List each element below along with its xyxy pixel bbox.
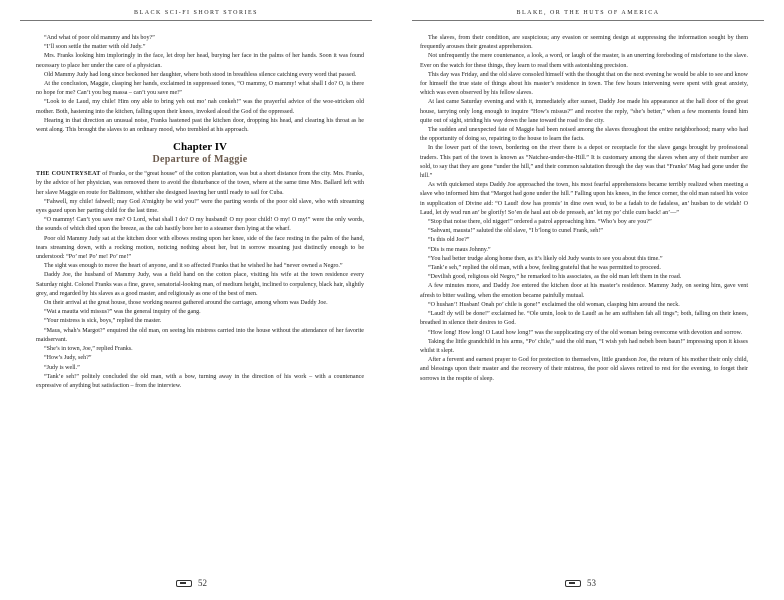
paragraph: Mrs. Franks looking him imploringly in the face, let drop her head, burying her face in the palms of her hands. Soon it was found necessary to place her under the care of a physician. [36,53,364,69]
paragraph: In the lower part of the town, bordering on the river there is a depot or receptacle for the slave gangs brought by professional traders. This part of the town is known as “Natchez-under-the-Hill.” It is customary among the slaves when any of their number are sold, to say that they are gone “under the hill,” and their common salutation through the day was that “Franks’ Mag had gone under the hill.” [420,145,748,180]
paragraph: “Devilish good, religious old Negro,” he remarked to his associates, as the old man left them in the road. [428,274,682,281]
paragraph: “Is this old Joe?” [428,237,470,244]
paragraph: “Sahvant, mausta!” saluted the old slave, “I b’long to cunel Frank, seh!” [428,228,603,235]
paragraph: “Tank’e seh,” replied the old man, with a bow, feeling grateful that he was permitted to proceed. [428,265,661,272]
lead-in-words: THE COUNTRYSEAT [36,171,101,178]
paragraph: Taking the little grandchild in his arms, “Po’ chile,” said the old man, “I wish yeh had nebeh been baun!” impressing upon it kisses whilst it slept. [420,338,748,354]
paragraph: The sudden and unexpected fate of Maggie had been noised among the slaves throughout the entire neighborhood; many who had the opportunity of doing so, repairing to the house to learn the facts. [420,127,748,143]
paragraph: “How long! How long! O Laud how long!” was the supplicating cry of the old woman being overcome with devotion and sorrow. [428,329,742,336]
paragraph: Daddy Joe, the husband of Mammy Judy, was a field hand on the cotton place, visiting his wife at the town residence every Saturday night. Colonel Franks was a fine, grave, senatorial-looking man, of medium height, inclined to corpulency, black hair, slightly grey, and regarded by his slaves as a good master, and religiously as one of the best of men. [36,272,364,297]
paragraph: Old Mammy Judy had long since beckoned her daughter, where both stood in breathless silence catching every word that passed. [44,71,357,78]
paragraph: At the conclusion, Maggie, clasping her hands, exclaimed in suppressed tones, “O mammy, O mammy! what shall I do? O, is there no hope for me? Can’t you beg massa – can’t you save me!” [36,81,364,97]
paragraph: “Laud! dy will be done!” exclaimed he. “Ole umin, look to de Laud! as he am suffishen fah all tings”; both, falling on their knees, breathed in silence their desires to God. [420,311,748,327]
folio-right [565,577,596,589]
lead-in-rest: of Franks, or the “great house” of the cotton plantation, was but a short distance from the city. Mrs. Franks, by the advice of her physician, was removed there to avoid the disturbance of the town, where at the same time Mrs. Ballard left with her slave Maggie en route for Baltimore, whither she designed leaving her until ready to sail for Cuba. [36,171,364,196]
paragraph: “Maus, whah’s Margot?” enquired the old man, on seeing his mistress carried into the house without the attendance of her favorite maidservant. [36,327,364,343]
paragraph: The slaves, from their condition, are suspicious; any evasion or seeming design at suppressing the information sought by them frequently arouses their greatest apprehension. [420,35,748,51]
chapter-subtitle: Departure of Maggie [152,154,248,166]
paragraph: Poor old Mammy Judy sat at the kitchen door with elbows resting upon her knee, side of the face resting in the palm of the hand, tears streaming down, with a rocking motion, noticing nothing about her, but in sorrow moaning just distinctly enough to be understood: “Po’ me! Po’ me! Po’ me!” [36,235,364,261]
right-page [392,0,784,600]
paragraph: The sight was enough to move the heart of anyone, and it so affected Franks that he wished he had “never owned a Negro.” [44,263,343,270]
paragraph: On their arrival at the great house, those working nearest gathered around the carriage, among whom was Daddy Joe. [44,300,328,307]
paragraph: “Tank’e seh!” politely concluded the old man, with a bow, turning away in the direction of his work – with a countenance expressive of anything but satisfaction – from the interview. [36,373,364,389]
paragraph: “O mammy! Can’t you save me? O Lord, what shall I do? O my husband! O my poor child! O my! O my!” were the only words, the sounds of which died upon the breeze, as the cab hastily bore her to a steamer then lying at the wharf. [36,217,364,233]
paragraph: This day was Friday, and the old slave consoled himself with the thought that on the next evening he would be able to see and know for himself the true state of things about his master’s residence in town. The few hours intervening were spent with great anxiety, which was even observed by his fellow slaves. [420,71,748,97]
left-page-text [36,34,364,391]
paragraph: “Dis is me maus Johnny.” [428,246,491,253]
paragraph: “Look to de Laud, my chile! Him ony able to bring yeh out mo’ nah conkeh!” was the prayerful advice of the woe-stricken old mother. Both, hastening into the kitchen, falling upon their knees, invoked aloud the God of the oppressed. [36,99,364,115]
paragraph: “O hushan’! Husban! Onah po’ chile is gone!” exclaimed the old woman, clasping him around the neck. [428,301,680,308]
paragraph: “Fahwell, my chile! fahwell; may God A’mighty be wid you!” were the parting words of the poor old slave, who with streaming eyes gazed upon her parting child for the last time. [36,198,364,215]
running-header-left: BLACK SCI-FI SHORT STORIES [20,8,372,21]
page-number-left: 52 [198,578,207,588]
ornament-icon [176,580,192,587]
paragraph: After a fervent and earnest prayer to God for protection to themselves, little grandson Joe, the return of his mother their only child, and blessings upon their master and the recovery of their mistress, the poor old slaves retired to rest for the evening, to forget their sorrows in the respite of sleep. [420,357,748,382]
right-page-text [420,34,748,384]
paragraph: As with quickened steps Daddy Joe approached the town, his most fearful apprehensions became terribly realized when meeting a slave who informed him that “Margot had gone under the hill.” Falling upon his knees, in the fence corner, the old man raised his voice in supplication of Divine aid: “O Laud! dow has promis’ in dine own wud, to be a fadah to de fadaless, an’ husban to de widah! O Laud, let dy wud run an’ be glorify! So’en de haul aut ob de presseh, an’ let my po’ chile cum back! an’—” [420,182,748,216]
ornament-icon [565,580,581,587]
paragraph: “I’ll soon settle the matter with old Judy.” [44,44,146,51]
folio-left [176,577,207,589]
chapter-title: Chapter IV [173,141,227,154]
chapter-heading [36,141,364,166]
paragraph: A few minutes more, and Daddy Joe entered the kitchen door at his master’s residence. Mammy Judy, on seeing him, gave vent afresh to bitter wailing, when the emotion became painfully mutual. [420,283,748,299]
paragraph: At last came Saturday evening and with it, immediately after sunset, Daddy Joe made his appearance at the hall door of the great house, tarrying only long enough to inquire “How’s missus?” and receive the reply, “she’s better,” when a few moments found him quite out of sight, striding his way down the lane toward the road to the city. [420,99,748,124]
paragraph: “Stop that noise there, old nigger!” ordered a patrol approaching him. “Who’s boy are you?” [428,219,652,226]
paragraph: Not unfrequently the mere countenance, a look, a word, or laugh of the master, is an unerring foreboding of misfortune to the slave. Ever on the watch for these things, they learn to read them with astonishing precision. [420,53,748,69]
chapter-opening-paragraph [36,170,364,198]
paragraph: “Your mistress is sick, boys,” replied the master. [44,318,162,325]
paragraph: “And what of poor old mammy and his boy?” [44,35,155,41]
running-header-right: BLAKE, OR THE HUTS OF AMERICA [412,8,764,21]
paragraph: Hearing in that direction an unusual noise, Franks hastened past the kitchen door, dropping his head, and clearing his throat as he went along. This brought the slaves to an ordinary mood, who trembled at his approach. [36,117,364,134]
paragraph: “How’s Judy, seh?” [44,355,92,362]
page-number-right: 53 [587,578,596,588]
paragraph: “Wat a mautta wid missus?” was the general inquiry of the gang. [44,309,201,316]
paragraph: “She’s in town, Joe,” replied Franks. [44,346,133,353]
paragraph: “You had better trudge along home then, as it’s likely old Judy wants to see you about this time.” [428,255,663,262]
paragraph: “Judy is well.” [44,364,80,371]
